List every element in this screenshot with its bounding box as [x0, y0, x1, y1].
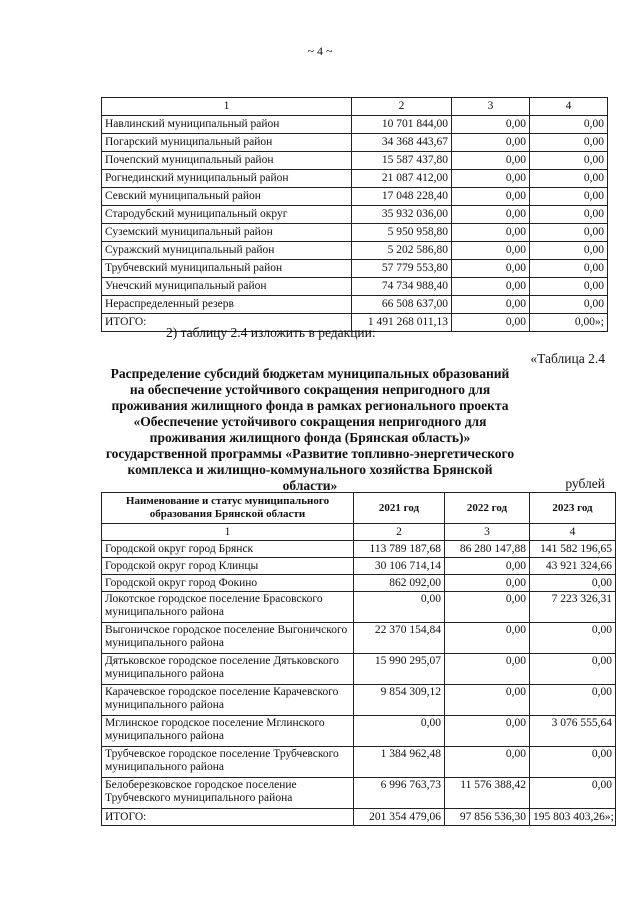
value-cell: 17 048 228,40 — [352, 188, 452, 206]
column-header: 3 — [452, 98, 530, 116]
row-label: Городской округ город Брянск — [102, 541, 354, 558]
value-cell: 0,00 — [530, 134, 608, 152]
row-label: Белоберезковское городское поселение Трубчевского муниципального района — [102, 778, 354, 809]
row-label: Выгоничское городское поселение Выгоничского муниципального района — [102, 623, 354, 654]
table-title: Распределение субсидий бюджетам муниципальных образований на обеспечение устойчивого сокращения непригодного для проживания жилищного фонда в рамках регионального проекта «Обеспечение устойчивого сокращения непригодного для проживания жилищного фонда (Брянская область)» государственной программы «Развитие топливно-энергетического комплекса и жилищно-коммунального хозяйства Брянской области» — [105, 366, 515, 493]
value-cell: 74 734 988,40 — [352, 278, 452, 296]
column-header: 2023 год — [530, 493, 616, 524]
value-cell: 7 223 326,31 — [530, 592, 616, 623]
column-header: 4 — [530, 98, 608, 116]
table-row — [102, 206, 608, 224]
value-cell: 0,00 — [452, 116, 530, 134]
value-cell: 0,00 — [452, 224, 530, 242]
value-cell: 0,00 — [445, 623, 530, 654]
table-row — [102, 654, 616, 685]
value-cell: 0,00 — [452, 260, 530, 278]
value-cell: 6 996 763,73 — [354, 778, 445, 809]
value-cell: 0,00 — [354, 592, 445, 623]
value-cell: 0,00 — [530, 242, 608, 260]
row-label: Карачевское городское поселение Карачевского муниципального района — [102, 685, 354, 716]
table-2-header-row — [102, 493, 616, 524]
value-cell: 0,00 — [452, 296, 530, 314]
column-header: 2021 год — [354, 493, 445, 524]
value-cell: 0,00 — [530, 778, 616, 809]
table-row — [102, 242, 608, 260]
table-row — [102, 224, 608, 242]
value-cell: 0,00 — [452, 170, 530, 188]
value-cell: 201 354 479,06 — [354, 809, 445, 826]
row-label: Навлинский муниципальный район — [102, 116, 352, 134]
row-label: Стародубский муниципальный округ — [102, 206, 352, 224]
value-cell: 141 582 196,65 — [530, 541, 616, 558]
value-cell: 43 921 324,66 — [530, 558, 616, 575]
value-cell: 0,00 — [530, 685, 616, 716]
unit-label: рублей — [565, 476, 605, 491]
row-label: Суземский муниципальный район — [102, 224, 352, 242]
value-cell: 0,00 — [445, 592, 530, 623]
value-cell: 15 587 437,80 — [352, 152, 452, 170]
value-cell: 0,00 — [530, 747, 616, 778]
table-reference: «Таблица 2.4 — [530, 351, 605, 366]
value-cell: 34 368 443,67 — [352, 134, 452, 152]
value-cell: 0,00 — [354, 716, 445, 747]
table-row — [102, 134, 608, 152]
table-row — [102, 278, 608, 296]
table-row — [102, 623, 616, 654]
table-row — [102, 558, 616, 575]
column-index: 1 — [102, 524, 354, 541]
value-cell: 862 092,00 — [354, 575, 445, 592]
value-cell: 0,00 — [452, 278, 530, 296]
value-cell: 0,00 — [445, 747, 530, 778]
amendment-note: 2) таблицу 2.4 изложить в редакции: — [166, 325, 376, 340]
table-2-4 — [101, 492, 616, 826]
column-index: 2 — [354, 524, 445, 541]
value-cell: 0,00 — [530, 260, 608, 278]
table-row — [102, 188, 608, 206]
table-row — [102, 170, 608, 188]
value-cell: 30 106 714,14 — [354, 558, 445, 575]
table-1-continuation — [101, 97, 608, 332]
table-row — [102, 809, 616, 826]
table-row — [102, 296, 608, 314]
row-label: Локотское городское поселение Брасовского муниципального района — [102, 592, 354, 623]
value-cell: 3 076 555,64 — [530, 716, 616, 747]
value-cell: 22 370 154,84 — [354, 623, 445, 654]
value-cell: 0,00 — [530, 152, 608, 170]
table-row — [102, 778, 616, 809]
value-cell: 10 701 844,00 — [352, 116, 452, 134]
value-cell: 11 576 388,42 — [445, 778, 530, 809]
table-row — [102, 685, 616, 716]
row-label: Городской округ город Клинцы — [102, 558, 354, 575]
value-cell: 0,00 — [452, 206, 530, 224]
table-row — [102, 116, 608, 134]
value-cell: 0,00 — [530, 116, 608, 134]
table-row — [102, 716, 616, 747]
column-header: Наименование и статус муниципального образования Брянской области — [102, 493, 354, 524]
value-cell: 0,00 — [445, 654, 530, 685]
value-cell: 0,00 — [530, 206, 608, 224]
value-cell: 9 854 309,12 — [354, 685, 445, 716]
row-label: Трубчевский муниципальный район — [102, 260, 352, 278]
table-2-index-row — [102, 524, 616, 541]
value-cell: 0,00 — [445, 558, 530, 575]
value-cell: 0,00 — [530, 278, 608, 296]
value-cell: 57 779 553,80 — [352, 260, 452, 278]
value-cell: 1 384 962,48 — [354, 747, 445, 778]
value-cell: 21 087 412,00 — [352, 170, 452, 188]
value-cell: 0,00 — [530, 296, 608, 314]
row-label: Севский муниципальный район — [102, 188, 352, 206]
row-label: ИТОГО: — [102, 314, 352, 332]
row-label: Трубчевское городское поселение Трубчевского муниципального района — [102, 747, 354, 778]
value-cell: 0,00 — [452, 314, 530, 332]
value-cell: 0,00»; — [530, 314, 608, 332]
row-label: Суражский муниципальный район — [102, 242, 352, 260]
value-cell: 0,00 — [452, 134, 530, 152]
column-header: 2 — [352, 98, 452, 116]
value-cell: 1 491 268 011,13 — [352, 314, 452, 332]
value-cell: 0,00 — [530, 623, 616, 654]
row-label: Унечский муниципальный район — [102, 278, 352, 296]
row-label: Городской округ город Фокино — [102, 575, 354, 592]
value-cell: 0,00 — [445, 716, 530, 747]
row-label: ИТОГО: — [102, 809, 354, 826]
value-cell: 5 950 958,80 — [352, 224, 452, 242]
value-cell: 0,00 — [452, 188, 530, 206]
value-cell: 86 280 147,88 — [445, 541, 530, 558]
value-cell: 97 856 536,30 — [445, 809, 530, 826]
row-label: Нераспределенный резерв — [102, 296, 352, 314]
value-cell: 0,00 — [530, 170, 608, 188]
column-header: 2022 год — [445, 493, 530, 524]
table-row — [102, 541, 616, 558]
value-cell: 35 932 036,00 — [352, 206, 452, 224]
table-row — [102, 747, 616, 778]
value-cell: 113 789 187,68 — [354, 541, 445, 558]
row-label: Дятьковское городское поселение Дятьковского муниципального района — [102, 654, 354, 685]
column-index: 3 — [445, 524, 530, 541]
row-label: Рогнединский муниципальный район — [102, 170, 352, 188]
value-cell: 0,00 — [530, 654, 616, 685]
table-row — [102, 152, 608, 170]
row-label: Почепский муниципальный район — [102, 152, 352, 170]
value-cell: 5 202 586,80 — [352, 242, 452, 260]
value-cell: 0,00 — [530, 575, 616, 592]
page-number: ~ 4 ~ — [307, 44, 333, 58]
table-1-header-row — [102, 98, 608, 116]
row-label: Мглинское городское поселение Мглинского муниципального района — [102, 716, 354, 747]
value-cell: 195 803 403,26»; — [530, 809, 616, 826]
value-cell: 0,00 — [530, 188, 608, 206]
value-cell: 0,00 — [445, 575, 530, 592]
value-cell: 15 990 295,07 — [354, 654, 445, 685]
table-row — [102, 260, 608, 278]
column-header: 1 — [102, 98, 352, 116]
value-cell: 66 508 637,00 — [352, 296, 452, 314]
value-cell: 0,00 — [530, 224, 608, 242]
table-row — [102, 592, 616, 623]
column-index: 4 — [530, 524, 616, 541]
row-label: Погарский муниципальный район — [102, 134, 352, 152]
value-cell: 0,00 — [452, 242, 530, 260]
table-row — [102, 575, 616, 592]
value-cell: 0,00 — [452, 152, 530, 170]
value-cell: 0,00 — [445, 685, 530, 716]
